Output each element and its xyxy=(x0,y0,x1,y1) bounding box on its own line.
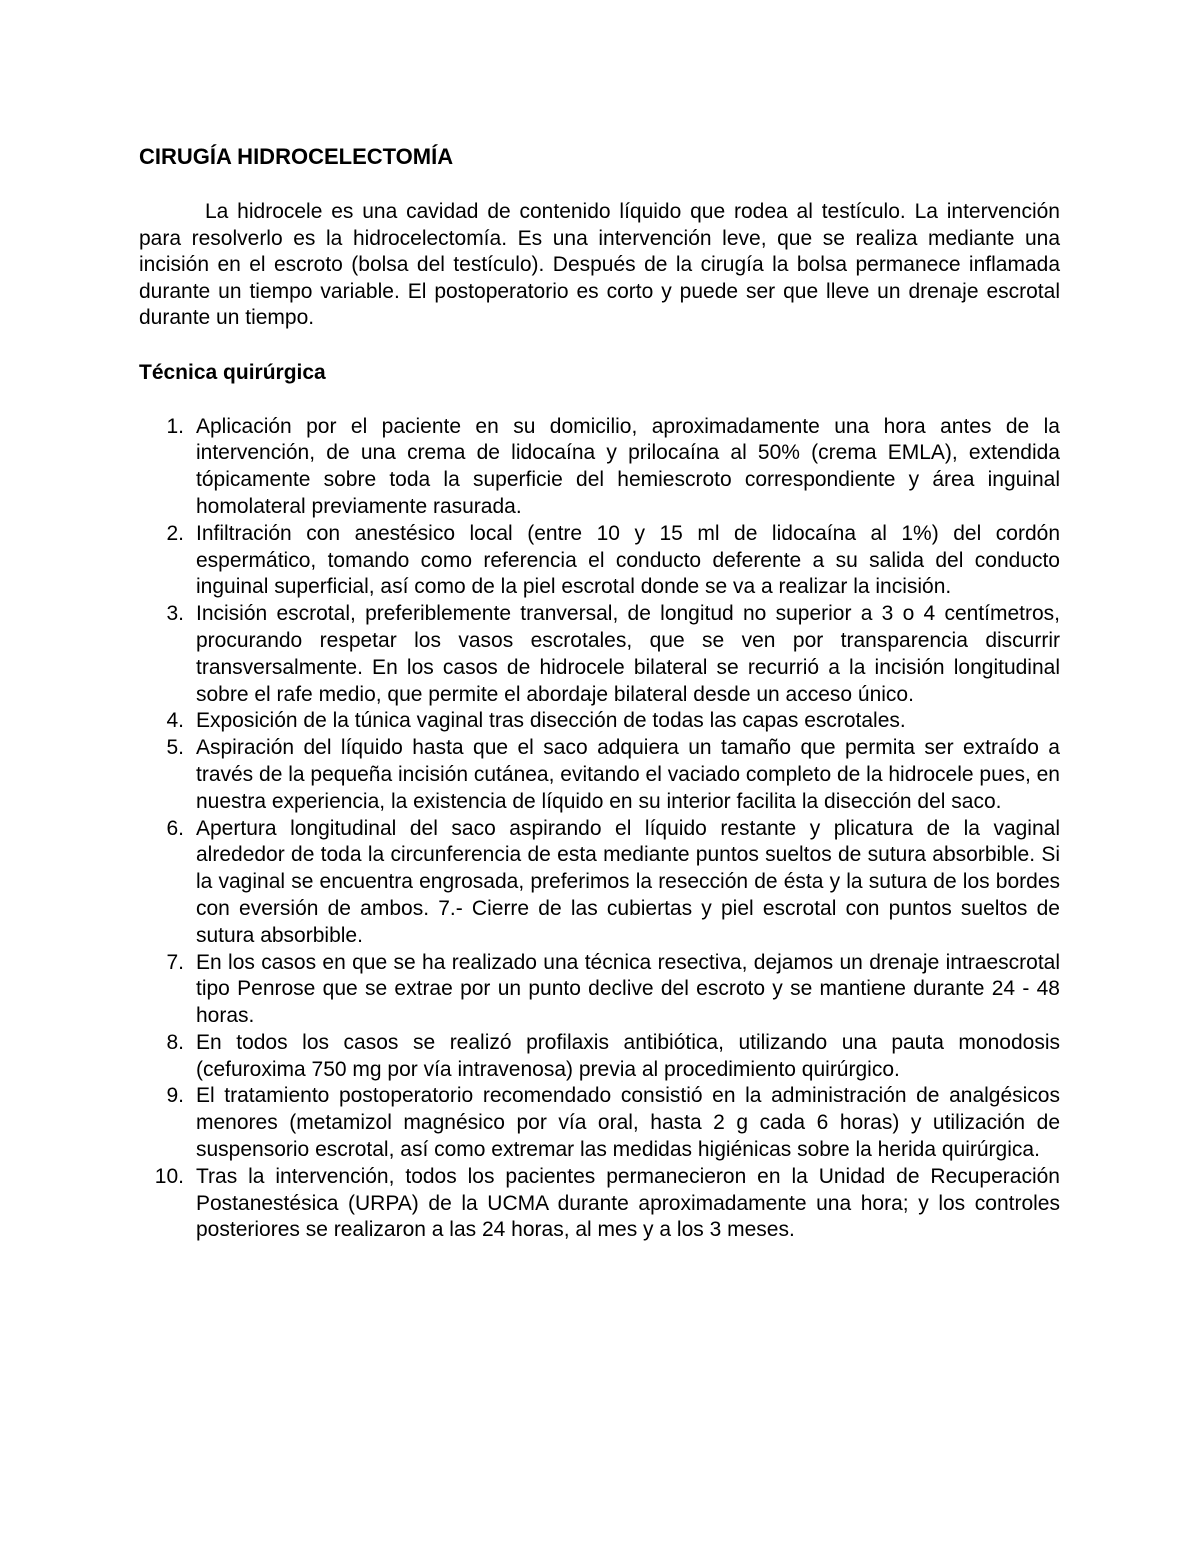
list-item-number: 1. xyxy=(166,414,184,438)
list-item-number: 5. xyxy=(166,736,184,760)
list-item xyxy=(139,1164,1060,1244)
list-item-text: Apertura longitudinal del saco aspirando el líquido restante y plicatura de la vaginal alrededor de toda la circunferencia de esta mediante puntos sueltos de sutura absorbible. Si la vaginal se encuentra engrosada, preferimos la resección de ésta y la sutura de los bordes con eversión de ambos. 7.- Cierre de las cubiertas y piel escrotal con puntos sueltos de sutura absorbible. xyxy=(196,816,1060,947)
procedure-steps-list xyxy=(139,414,1060,1245)
list-item xyxy=(139,1083,1060,1163)
list-item xyxy=(139,708,1060,735)
list-item-text: Aplicación por el paciente en su domicilio, aproximadamente una hora antes de la intervención, de una crema de lidocaína y prilocaína al 50% (crema EMLA), extendida tópicamente sobre toda la superficie del hemiescroto correspondiente y área inguinal homolateral previamente rasurada. xyxy=(196,414,1060,518)
list-item-text: El tratamiento postoperatorio recomendado consistió en la administración de analgésicos menores (metamizol magnésico por vía oral, hasta 2 g cada 6 horas) y utilización de suspensorio escrotal, así como extremar las medidas higiénicas sobre la herida quirúrgica. xyxy=(196,1084,1060,1162)
list-item-number: 6. xyxy=(166,816,184,840)
intro-paragraph: La hidrocele es una cavidad de contenido líquido que rodea al testículo. La intervención para resolverlo es la hidrocelectomía. Es una intervención leve, que se realiza mediante una incisión en el escroto (bolsa del testículo). Después de la cirugía la bolsa permanece inflamada durante un tiempo variable. El postoperatorio es corto y puede ser que lleve un drenaje escrotal durante un tiempo. xyxy=(139,200,1060,330)
list-item xyxy=(139,1030,1060,1084)
list-item-text: Exposición de la túnica vaginal tras disección de todas las capas escrotales. xyxy=(196,709,906,733)
document-body xyxy=(139,140,1060,1244)
list-item-text: En los casos en que se ha realizado una técnica resectiva, dejamos un drenaje intraescrotal tipo Penrose que se extrae por un punto declive del escroto y se mantiene durante 24 - 48 horas. xyxy=(196,950,1060,1028)
list-item-text: En todos los casos se realizó profilaxis antibiótica, utilizando una pauta monodosis (cefuroxima 750 mg por vía intravenosa) previa al procedimiento quirúrgico. xyxy=(196,1030,1060,1081)
list-item-number: 8. xyxy=(166,1030,184,1054)
list-item-text: Infiltración con anestésico local (entre 10 y 15 ml de lidocaína al 1%) del cordón espermático, tomando como referencia el conducto deferente a su salida del conducto inguinal superficial, así como de la piel escrotal donde se va a realizar la incisión. xyxy=(196,521,1060,599)
section-heading-tecnica: Técnica quirúrgica xyxy=(139,360,326,384)
list-item xyxy=(139,601,1060,708)
list-item-number: 7. xyxy=(166,950,184,974)
list-item xyxy=(139,414,1060,521)
list-item-text: Incisión escrotal, preferiblemente tranversal, de longitud no superior a 3 o 4 centímetros, procurando respetar los vasos escrotales, que se ven por transparencia discurrir transversalmente. En los casos de hidrocele bilateral se recurrió a la incisión longitudinal sobre el rafe medio, que permite el abordaje bilateral desde un acceso único. xyxy=(196,602,1060,706)
list-item xyxy=(139,521,1060,601)
list-item xyxy=(139,816,1060,950)
list-item xyxy=(139,950,1060,1030)
list-item-text: Tras la intervención, todos los pacientes permanecieron en la Unidad de Recuperación Postanestésica (URPA) de la UCMA durante aproximadamente una hora; y los controles posteriores se realizaron a las 24 horas, al mes y a los 3 meses. xyxy=(196,1164,1060,1242)
list-item-number: 10. xyxy=(154,1164,184,1188)
document-title: CIRUGÍA HIDROCELECTOMÍA xyxy=(139,144,454,169)
list-item-number: 9. xyxy=(166,1084,184,1108)
list-item-text: Aspiración del líquido hasta que el saco adquiera un tamaño que permita ser extraído a través de la pequeña incisión cutánea, evitando el vaciado completo de la hidrocele pues, en nuestra experiencia, la existencia de líquido en su interior facilita la disección del saco. xyxy=(196,736,1060,813)
list-item-number: 2. xyxy=(166,521,184,545)
list-item-number: 3. xyxy=(166,602,184,626)
list-item xyxy=(139,735,1060,815)
list-item-number: 4. xyxy=(166,709,184,733)
